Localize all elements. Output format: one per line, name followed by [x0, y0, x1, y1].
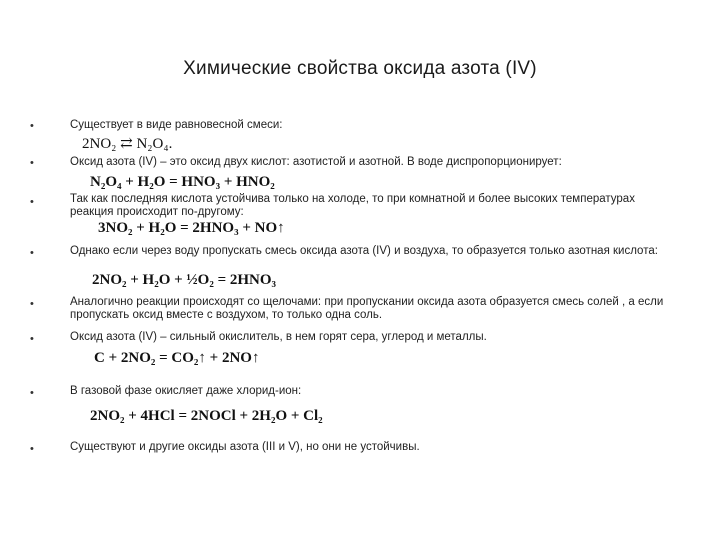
item-6-text: Оксид азота (IV) – сильный окислитель, в нем горят сера, углерод и металлы.	[70, 331, 487, 343]
formula-equilibrium: 2NO₂ ⇄ N₂O₄.	[82, 136, 173, 152]
bullet-4: •	[30, 247, 34, 259]
item-8-text: Существуют и другие оксиды азота (III и V), но они не устойчивы.	[70, 441, 420, 453]
bullet-5: •	[30, 298, 34, 310]
item-2-text: Оксид азота (IV) – это оксид двух кислот: азотистой и азотной. В воде диспропорционирует:	[70, 156, 562, 168]
bullet-6: •	[30, 333, 34, 345]
formula-high-temperature: 3NO₂ + H₂O = 2HNO₃ + NO↑	[98, 220, 285, 236]
bullet-8: •	[30, 443, 34, 455]
bullet-1: •	[30, 120, 34, 132]
formula-chloride-oxidation: 2NO₂ + 4HCl = 2NOCl + 2H₂O + Cl₂	[90, 408, 323, 424]
slide-title: Химические свойства оксида азота (IV)	[183, 58, 537, 79]
formula-disproportionation: N₂O₄ + H₂O = HNO₃ + HNO₂	[90, 174, 275, 190]
formula-carbon-oxidation: C + 2NO₂ = CO₂↑ + 2NO↑	[94, 350, 260, 366]
item-7-text: В газовой фазе окисляет даже хлорид-ион:	[70, 385, 302, 397]
bullet-2: •	[30, 157, 34, 169]
item-5-text: Аналогично реакции происходят со щелочами: при пропускании оксида азота образуется смесь солей , а если пропускать оксид вместе с воздухом, то только одна соль.	[70, 296, 664, 321]
item-4-text: Однако если через воду пропускать смесь оксида азота (IV) и воздуха, то образуется только азотная кислота:	[70, 245, 658, 257]
item-3-text: Так как последняя кислота устойчива только на холоде, то при комнатной и более высоких температурах реакция происходит по-другому:	[70, 193, 635, 218]
bullet-7: •	[30, 387, 34, 399]
bullet-3: •	[30, 196, 34, 208]
item-1-text: Существует в виде равновесной смеси:	[70, 119, 283, 131]
formula-with-air: 2NO₂ + H₂O + ½O₂ = 2HNO₃	[92, 272, 277, 288]
